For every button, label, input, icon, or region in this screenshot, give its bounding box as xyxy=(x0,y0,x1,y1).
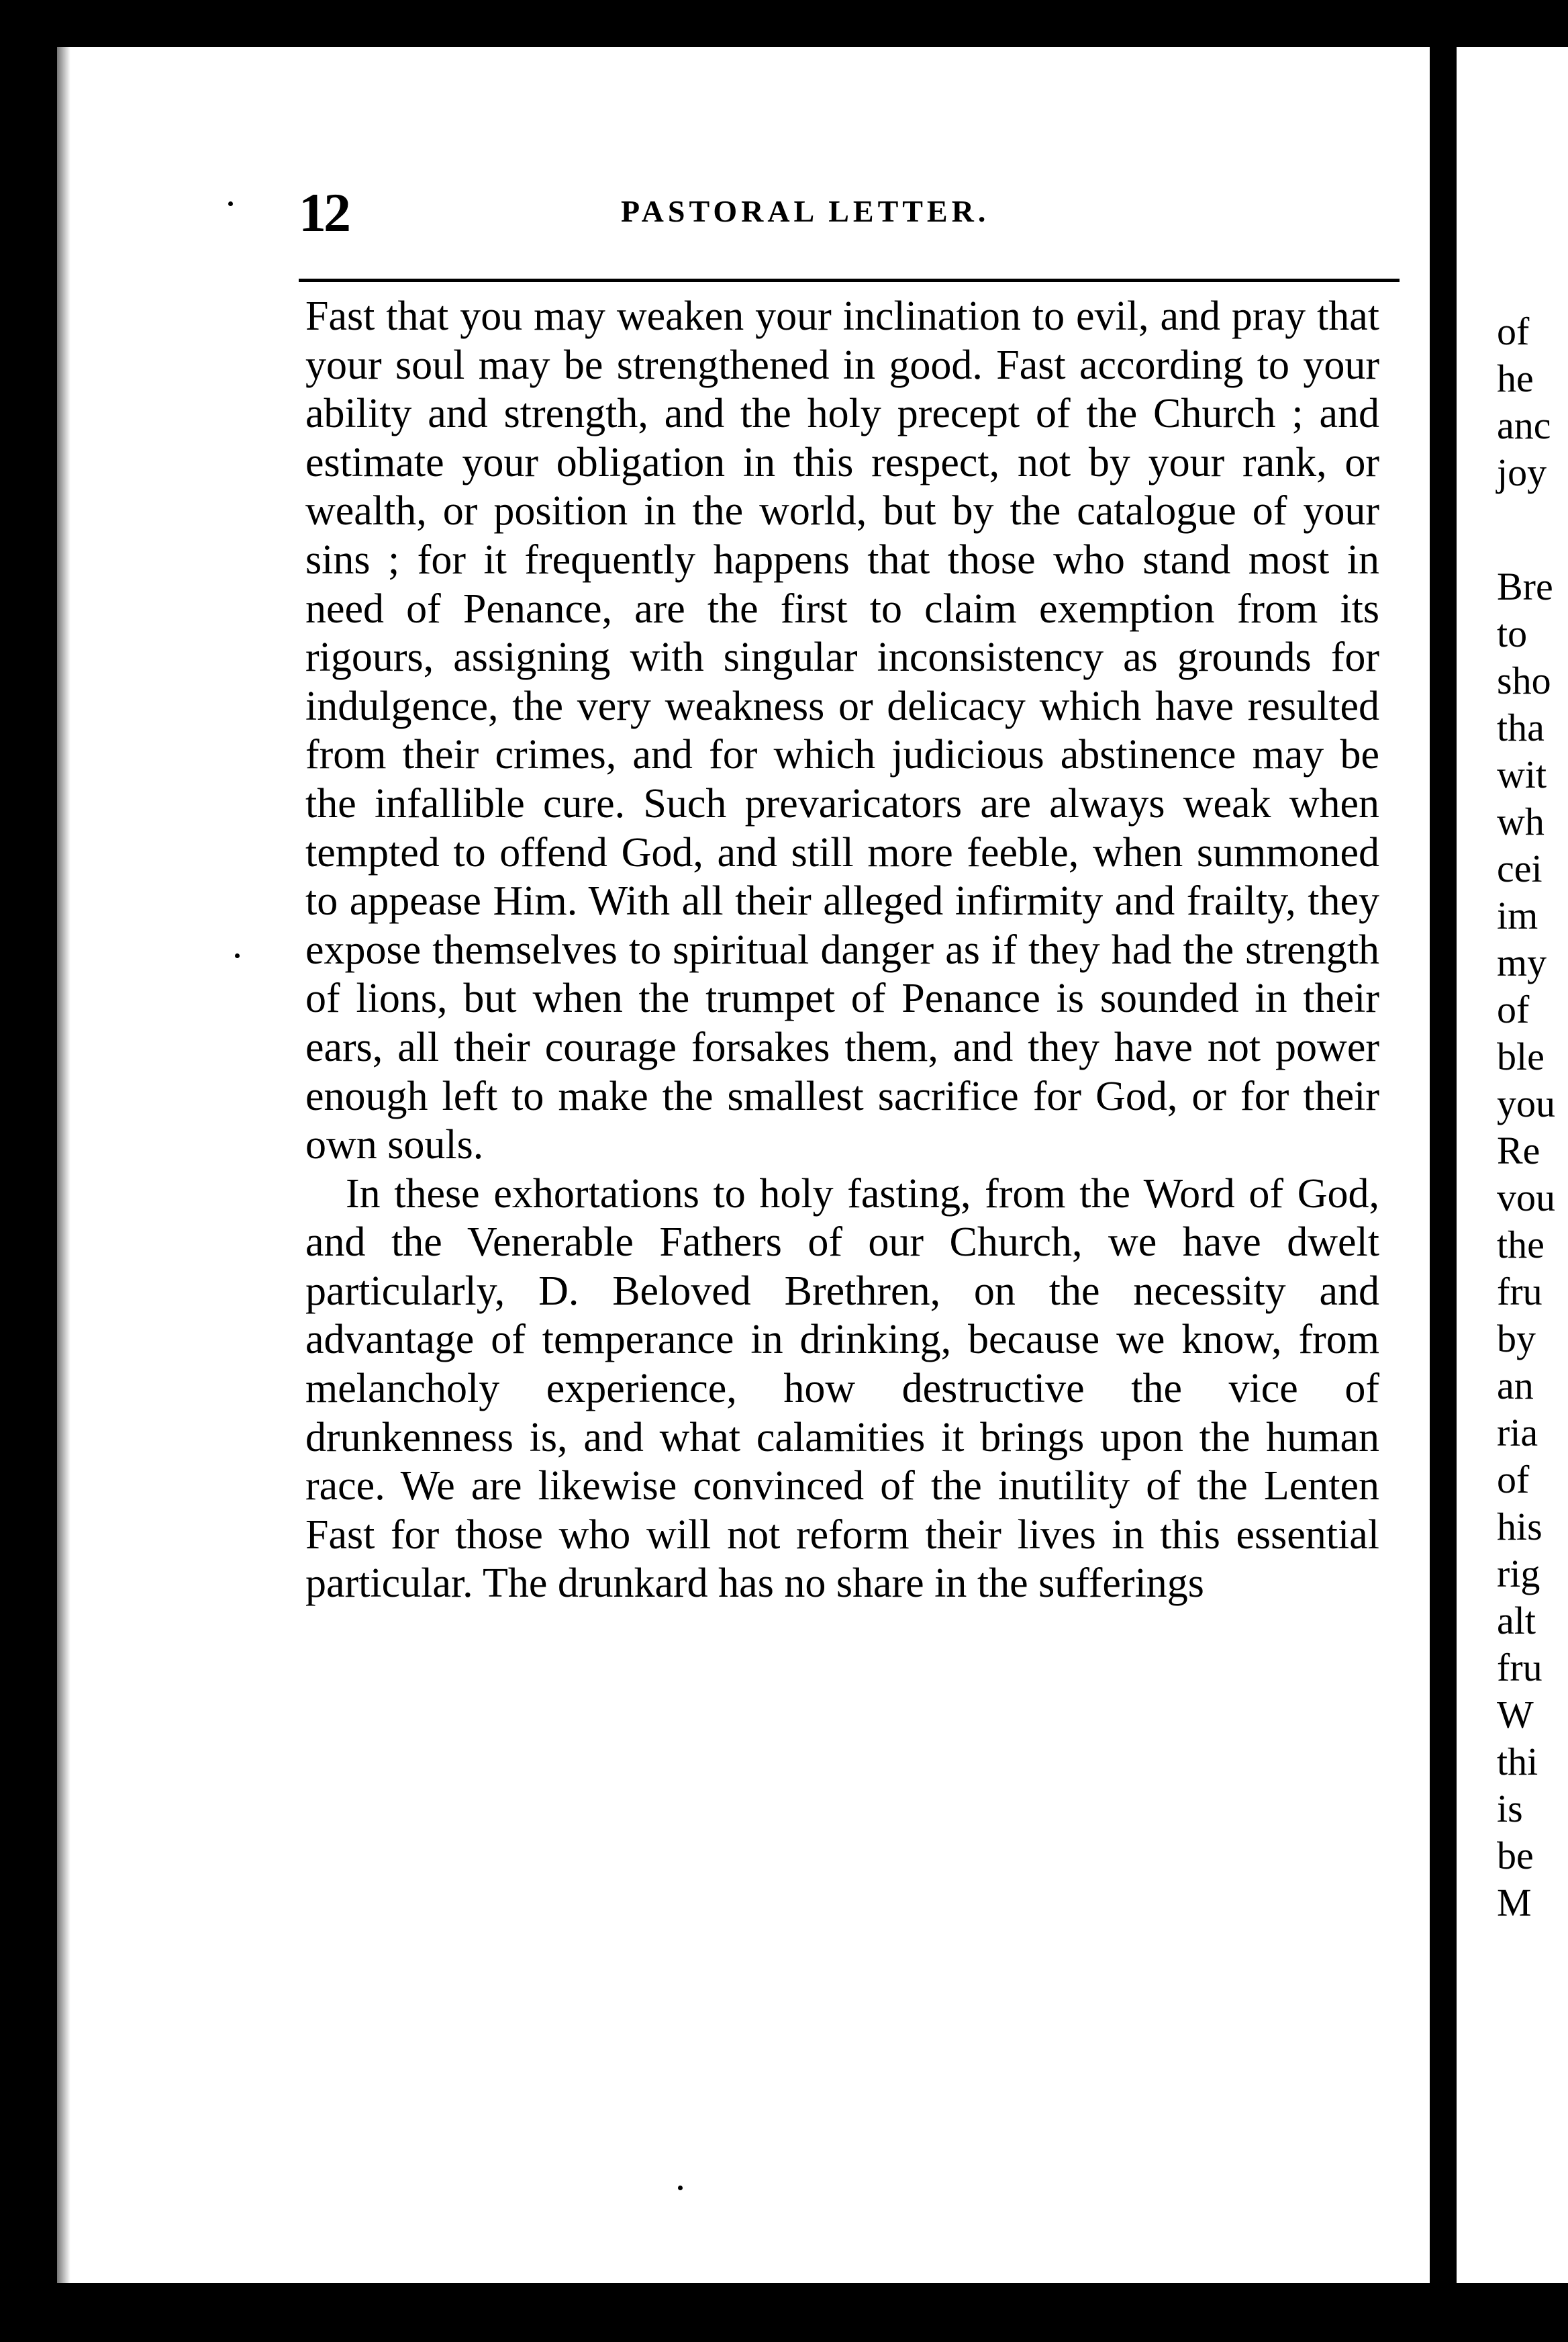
facing-page-line: his xyxy=(1497,1505,1542,1548)
page-shadow xyxy=(57,47,70,2283)
page-header xyxy=(299,181,1400,243)
facing-page-line: thi xyxy=(1497,1740,1538,1783)
facing-page-line: of xyxy=(1497,1458,1530,1501)
facing-page-line: to xyxy=(1497,612,1528,655)
facing-page xyxy=(1457,47,1568,2283)
facing-page-line: Bre xyxy=(1497,565,1553,608)
facing-page-line: anc xyxy=(1497,404,1551,447)
facing-page-line: M xyxy=(1497,1881,1532,1924)
facing-page-line: my xyxy=(1497,941,1547,984)
paragraph: In these exhortations to holy fasting, from the Word of God, and the Venerable Fathers of our Church, we have dwelt particularly, D. Beloved Brethren, on the necessity and advantage of temperance in drinking, because we know, from melancholy experience, how destructive the vice of drunkenness is, and what calamities it brings upon the human race. We are likewise convinced of the inutility of the Lenten Fast for those who will not reform their lives in this essential particular. The drunkard has no share in the sufferings xyxy=(305,1170,1379,1607)
paragraph: Fast that you may weaken your inclination to evil, and pray that your soul may be strengthened in good. Fast according to your ability and strength, and the holy precept of the Church ; and estimate your obligation in this respect, not by your rank, or wealth, or position in the world, but by the catalogue of your sins ; for it frequently happens that those who stand most in need of Penance, are the first to claim exemption from its rigours, assigning with singular inconsistency as grounds for indulgence, the very weakness or delicacy which have resulted from their crimes, and for which judicious abstinence may be the infallible cure. Such prevaricators are always weak when tempted to offend God, and still more feeble, when summoned to appease Him. With all their alleged infirmity and frailty, they expose themselves to spiritual danger as if they had the strength of lions, but when the trumpet of Penance is sounded in their ears, all their courage forsakes them, and they have not power enough left to make the smallest sacrifice for God, or for their own souls. xyxy=(305,293,1379,1168)
facing-page-line: of xyxy=(1497,310,1530,353)
facing-page-line: wh xyxy=(1497,800,1545,843)
facing-page-line: be xyxy=(1497,1834,1534,1877)
speck xyxy=(678,2186,683,2190)
header-rule xyxy=(299,279,1400,282)
facing-page-line: wit xyxy=(1497,753,1547,796)
facing-page-line: tha xyxy=(1497,706,1545,749)
page-number: 12 xyxy=(299,182,348,243)
facing-page-line: W xyxy=(1497,1693,1534,1736)
facing-page-line: cei xyxy=(1497,847,1542,890)
facing-page-line: im xyxy=(1497,894,1538,937)
speck xyxy=(235,953,240,958)
facing-page-line: the xyxy=(1497,1223,1545,1266)
facing-page-line: by xyxy=(1497,1317,1536,1360)
facing-page-line: fru xyxy=(1497,1646,1542,1689)
running-head: PASTORAL LETTER. xyxy=(621,194,990,228)
facing-page-line: an xyxy=(1497,1364,1534,1407)
facing-page-line: fru xyxy=(1497,1270,1542,1313)
facing-page-line: vou xyxy=(1497,1176,1555,1219)
facing-page-line: rig xyxy=(1497,1552,1540,1595)
facing-page-line: he xyxy=(1497,357,1534,400)
facing-page-line: is xyxy=(1497,1787,1523,1830)
book-gutter xyxy=(1430,0,1457,2342)
facing-page-line: Re xyxy=(1497,1129,1540,1172)
facing-page-line: ble xyxy=(1497,1035,1545,1078)
facing-page-line: of xyxy=(1497,988,1530,1031)
facing-page-line: alt xyxy=(1497,1599,1536,1642)
facing-page-line: joy xyxy=(1497,451,1547,494)
facing-page-line: sho xyxy=(1497,659,1551,702)
speck xyxy=(228,201,233,206)
facing-page-line: you xyxy=(1497,1082,1555,1125)
facing-page-line: ria xyxy=(1497,1411,1538,1454)
body-text xyxy=(305,292,1379,1608)
